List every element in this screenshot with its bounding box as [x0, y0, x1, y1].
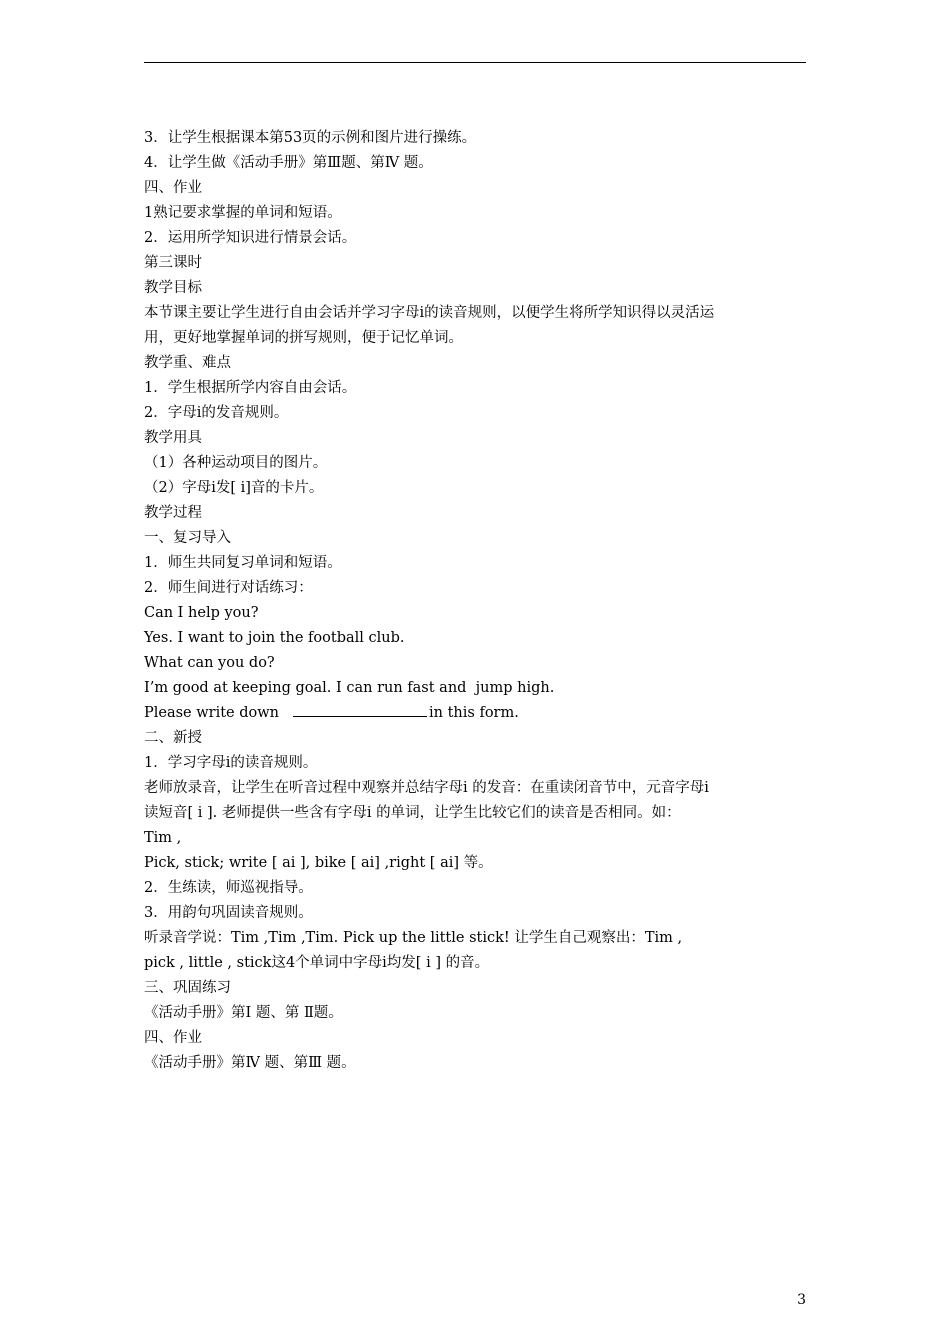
text-line: 1熟记要求掌握的单词和短语。 — [144, 205, 342, 221]
text-line: （1）各种运动项目的图片。 — [144, 455, 328, 471]
fill-before: Please write down — [144, 705, 280, 721]
section-heading: 教学过程 — [144, 505, 202, 521]
text-line: 1．师生共同复习单词和短语。 — [144, 555, 342, 571]
text-line: 2．生练读，师巡视指导。 — [144, 880, 313, 896]
fill-after: in this form. — [429, 705, 519, 721]
text-line: 老师放录音，让学生在听音过程中观察并总结字母i 的发音：在重读闭音节中，元音字母i — [144, 780, 709, 796]
section-heading: 教学目标 — [144, 280, 202, 296]
dialogue-line: I’m good at keeping goal. I can run fast and jump high. — [144, 680, 555, 696]
text-line: 《活动手册》第Ⅳ 题、第Ⅲ 题。 — [144, 1055, 356, 1071]
text-line: pick , little , stick这4个单词中字母i均发[ i ] 的音。 — [144, 955, 490, 971]
text-line: 2．运用所学知识进行情景会话。 — [144, 230, 357, 246]
section-heading: 四、作业 — [144, 180, 202, 196]
dialogue-line: Can I help you? — [144, 605, 259, 621]
text-line: （2）字母i发[ i]音的卡片。 — [144, 480, 324, 496]
text-line: 3．让学生根据课本第53页的示例和图片进行操练。 — [144, 130, 477, 146]
dialogue-line: What can you do? — [144, 655, 275, 671]
dialogue-fill-line — [144, 701, 808, 726]
text-line: 1．学生根据所学内容自由会话。 — [144, 380, 357, 396]
page-number: 3 — [797, 1292, 806, 1308]
text-line: 听录音学说：Tim ,Tim ,Tim. Pick up the little stick! 让学生自己观察出：Tim , — [144, 930, 683, 946]
text-line: 本节课主要让学生进行自由会话并学习字母i的读音规则，以便学生将所学知识得以灵活运 — [144, 305, 715, 321]
section-heading: 三、巩固练习 — [144, 980, 231, 996]
text-line: 3．用韵句巩固读音规则。 — [144, 905, 313, 921]
text-line: 用，更好地掌握单词的拼写规则，便于记忆单词。 — [144, 330, 463, 346]
text-line: 读短音[ i ]. 老师提供一些含有字母i 的单词，让学生比较它们的读音是否相同。如： — [144, 805, 681, 821]
dialogue-line: Yes. I want to join the football club. — [144, 630, 405, 646]
section-heading: 一、复习导入 — [144, 530, 231, 546]
text-line: 《活动手册》第Ⅰ 题、第 Ⅱ题。 — [144, 1005, 343, 1021]
lesson-heading: 第三课时 — [144, 255, 202, 271]
text-line: 4．让学生做《活动手册》第Ⅲ题、第Ⅳ 题。 — [144, 155, 433, 171]
text-line: 2．师生间进行对话练习： — [144, 580, 313, 596]
document-body — [144, 126, 808, 1076]
fill-in-blank — [293, 701, 427, 717]
text-line: Tim , — [144, 830, 182, 846]
header-rule — [144, 62, 806, 63]
section-heading: 二、新授 — [144, 730, 202, 746]
section-heading: 教学用具 — [144, 430, 202, 446]
section-heading: 四、作业 — [144, 1030, 202, 1046]
text-line: Pick, stick; write [ ai ], bike [ ai] ,right [ ai] 等。 — [144, 855, 493, 871]
text-line: 2．字母i的发音规则。 — [144, 405, 289, 421]
text-line: 1．学习字母i的读音规则。 — [144, 755, 318, 771]
section-heading: 教学重、难点 — [144, 355, 231, 371]
